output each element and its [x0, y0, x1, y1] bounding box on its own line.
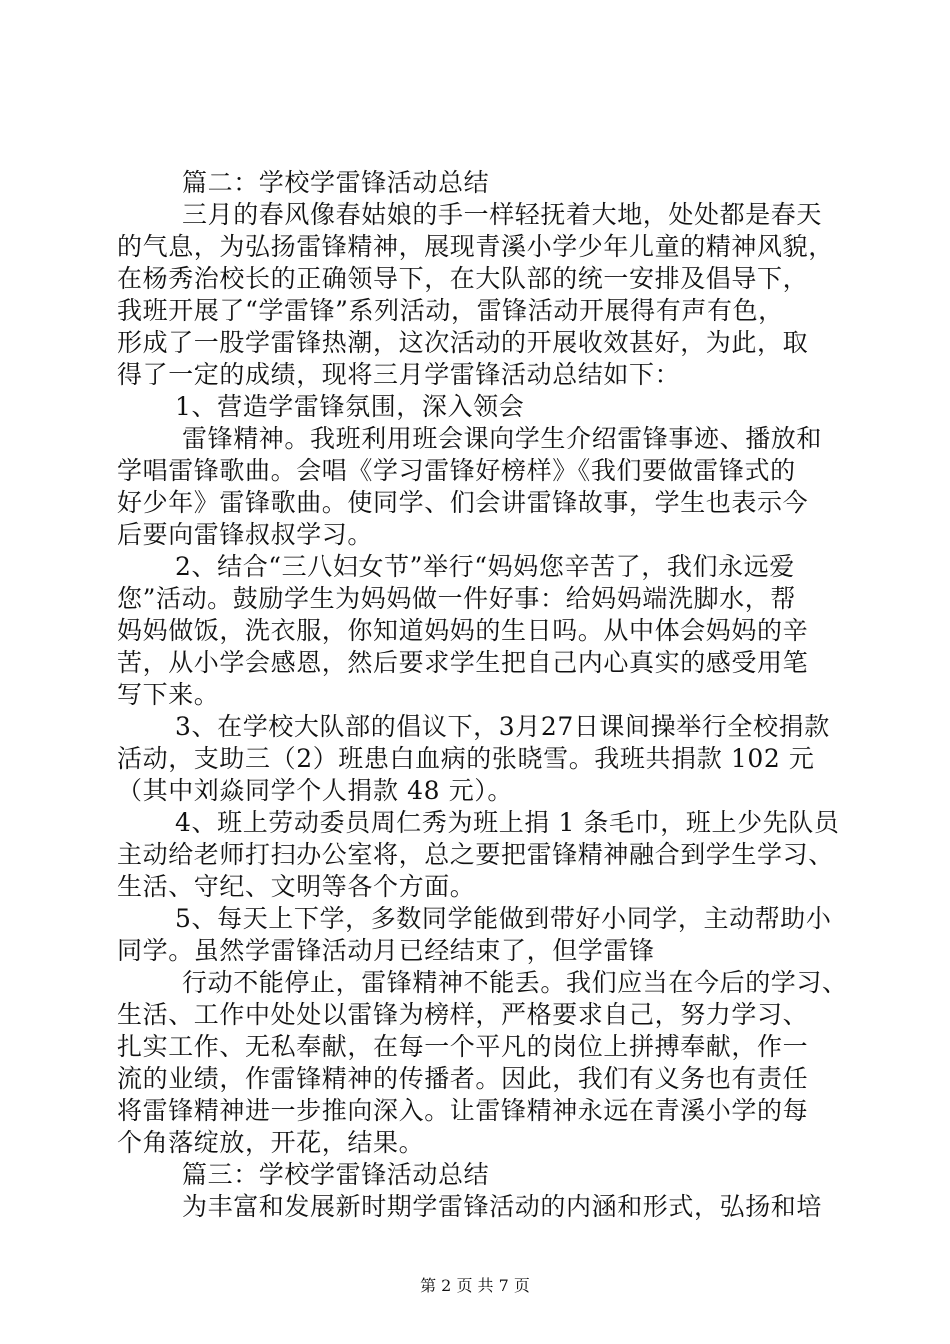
text-line: 扎实工作、无私奉献，在每一个平凡的岗位上拼搏奉献，作一: [117, 1032, 809, 1061]
text-line: 三月的春风像春姑娘的手一样轻抚着大地，处处都是春天: [182, 200, 823, 229]
text-line: 生活、工作中处处以雷锋为榜样，严格要求自己，努力学习、: [117, 1000, 809, 1029]
text-line: 主动给老师打扫办公室将，总之要把雷锋精神融合到学生学习、: [117, 840, 834, 869]
text-line: 生活、守纪、文明等各个方面。: [117, 872, 476, 901]
section-heading: 篇三：学校学雷锋活动总结: [182, 1160, 490, 1189]
text-line: 流的业绩，作雷锋精神的传播者。因此，我们有义务也有责任: [117, 1064, 809, 1093]
section-heading: 篇二：学校学雷锋活动总结: [182, 168, 490, 197]
text-line: 将雷锋精神进一步推向深入。让雷锋精神永远在青溪小学的每: [117, 1096, 809, 1125]
text-line: 为丰富和发展新时期学雷锋活动的内涵和形式，弘扬和培: [182, 1192, 823, 1221]
text-line: 同学。虽然学雷锋活动月已经结束了，但学雷锋: [117, 936, 655, 965]
text-line: 写下来。: [117, 680, 220, 709]
text-line: 妈妈做饭，洗衣服，你知道妈妈的生日吗。从中体会妈妈的辛: [117, 616, 809, 645]
text-line: 在杨秀治校长的正确领导下，在大队部的统一安排及倡导下，: [117, 264, 809, 293]
text-line: 后要向雷锋叔叔学习。: [117, 520, 374, 549]
text-line: 好少年》雷锋歌曲。使同学、们会讲雷锋故事，学生也表示今: [117, 488, 809, 517]
list-item-heading: 1、营造学雷锋氛围，深入领会: [175, 392, 525, 421]
text-line: 个角落绽放，开花，结果。: [117, 1128, 425, 1157]
text-line: 苦，从小学会感恩，然后要求学生把自己内心真实的感受用笔: [117, 648, 809, 677]
text-line: 我班开展了“学雷锋”系列活动，雷锋活动开展得有声有色，: [117, 296, 784, 325]
text-line: 5、每天上下学，多数同学能做到带好小同学，主动帮助小: [175, 904, 832, 933]
text-line: 3、在学校大队部的倡议下，3月27日课间操举行全校捐款: [175, 712, 830, 741]
text-line: 4、班上劳动委员周仁秀为班上捐 1 条毛巾，班上少先队员: [175, 808, 840, 837]
text-line: 2、结合“三八妇女节”举行“妈妈您辛苦了，我们永远爱: [175, 552, 795, 581]
page-footer: 第 2 页 共 7 页: [420, 1276, 530, 1295]
text-line: 您”活动。鼓励学生为妈妈做一件好事：给妈妈端洗脚水，帮: [117, 584, 796, 613]
text-line: 雷锋精神。我班利用班会课向学生介绍雷锋事迹、播放和: [182, 424, 823, 453]
text-line: 活动，支助三（2）班患白血病的张晓雪。我班共捐款 102 元: [117, 744, 815, 773]
text-line: 形成了一股学雷锋热潮，这次活动的开展收效甚好，为此，取: [117, 328, 809, 357]
text-line: 学唱雷锋歌曲。会唱《学习雷锋好榜样》《我们要做雷锋式的: [117, 456, 796, 485]
text-line: 得了一定的成绩，现将三月学雷锋活动总结如下：: [117, 360, 681, 389]
text-line: 的气息，为弘扬雷锋精神，展现青溪小学少年儿童的精神风貌，: [117, 232, 834, 261]
text-line: （其中刘焱同学个人捐款 48 元）。: [117, 776, 514, 805]
text-line: 行动不能停止，雷锋精神不能丢。我们应当在今后的学习、: [182, 968, 848, 997]
